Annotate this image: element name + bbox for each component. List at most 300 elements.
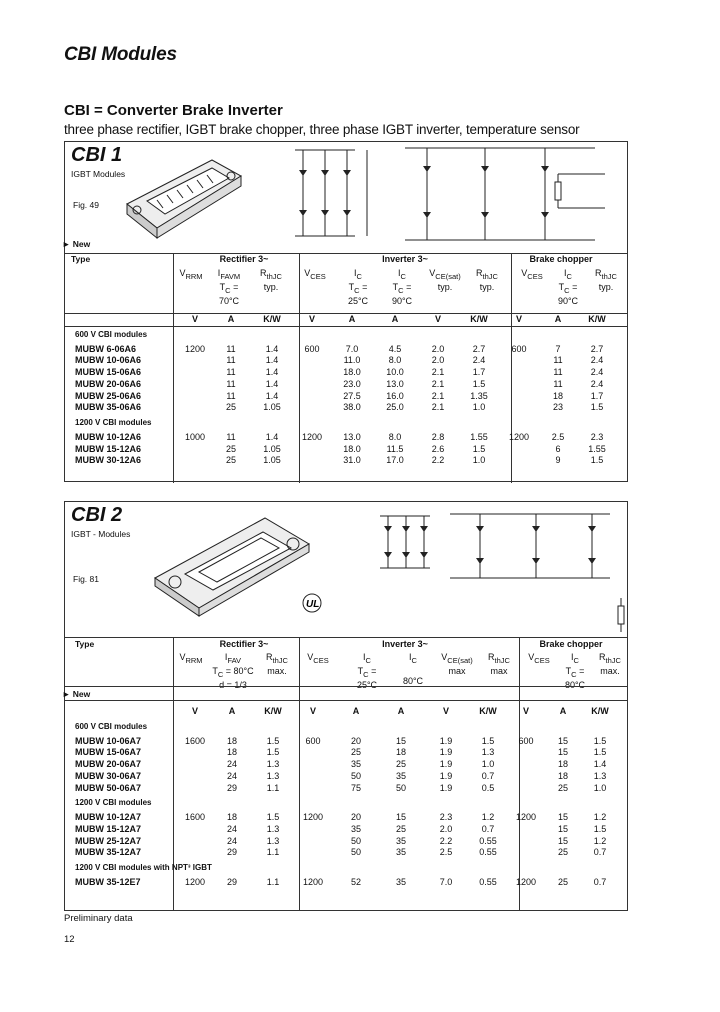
- value-cell: 15: [557, 747, 568, 758]
- value-cell: 38.0: [343, 402, 361, 413]
- value-cell: [499, 355, 539, 367]
- value-cell: 1.05: [263, 443, 281, 454]
- unit-cell: V: [515, 314, 522, 324]
- value-cell: 75: [350, 782, 361, 793]
- unit-cell: K/W: [588, 314, 606, 324]
- value-cell: 1.5: [593, 735, 607, 746]
- value-cell: 35: [350, 823, 361, 834]
- value-cell: 1.4: [265, 355, 279, 366]
- value-cell: [179, 455, 211, 467]
- table-row: [65, 747, 619, 759]
- value-cell: 1.05: [263, 402, 281, 413]
- value-cell: 1.0: [472, 402, 486, 413]
- value-cell: [293, 836, 333, 848]
- section-row: [65, 326, 617, 344]
- value-cell: [507, 836, 545, 848]
- value-cell: 35: [350, 759, 361, 770]
- value-cell: [499, 455, 539, 467]
- unit-cell: V: [522, 706, 529, 716]
- value-cell: 27.5: [343, 390, 361, 401]
- cbi1-module-photo: [117, 146, 247, 241]
- value-cell: 25: [557, 847, 568, 858]
- value-cell: 0.55: [479, 835, 497, 846]
- section-label: 1200 V CBI modules: [75, 798, 152, 808]
- value-cell: 25: [557, 782, 568, 793]
- value-cell: 1000: [184, 431, 206, 442]
- value-cell: 1.1: [266, 847, 280, 858]
- value-cell: 10.0: [386, 367, 404, 378]
- value-cell: 0.55: [479, 877, 497, 888]
- value-cell: [507, 847, 545, 859]
- value-cell: [179, 824, 211, 836]
- unit-cell: K/W: [470, 314, 488, 324]
- cbi2-h-vcesat: $V_{CE(sat)}$ max: [441, 652, 473, 676]
- cbi2-h-ic-brake: $I_C$ $T_C$ = 80°C: [564, 652, 586, 690]
- section-label: 1200 V CBI modules with NPT³ IGBT: [75, 863, 212, 873]
- value-cell: [499, 379, 539, 391]
- page-number: 12: [64, 934, 75, 945]
- value-cell: 1.9: [439, 759, 453, 770]
- value-cell: 1.5: [472, 443, 486, 454]
- unit-cell: V: [308, 314, 315, 324]
- value-cell: 1200: [515, 877, 537, 888]
- cbi2-h-rthjc: $R_{thJC}$ max.: [266, 652, 288, 676]
- unit-cell: V: [191, 314, 198, 324]
- value-cell: 35: [395, 835, 406, 846]
- cbi2-circuit-diagram: [370, 506, 625, 636]
- value-cell: 2.4: [590, 378, 604, 389]
- value-cell: 1.0: [481, 759, 495, 770]
- value-cell: 1.3: [266, 835, 280, 846]
- value-cell: 18: [226, 747, 237, 758]
- cbi1-type-label: Type: [71, 254, 91, 264]
- table-row: [65, 783, 619, 795]
- unit-cell: V: [434, 314, 441, 324]
- value-cell: 2.6: [431, 443, 445, 454]
- value-cell: 18.0: [343, 367, 361, 378]
- value-cell: 1.5: [593, 747, 607, 758]
- value-cell: [293, 771, 333, 783]
- value-cell: [179, 355, 211, 367]
- value-cell: 2.5: [439, 847, 453, 858]
- subheading: CBI = Converter Brake Inverter: [64, 102, 283, 119]
- value-cell: [293, 783, 333, 795]
- cbi2-h-rthjc3: $R_{thJC}$ max.: [599, 652, 621, 676]
- units-row: [65, 314, 617, 326]
- value-cell: 1.0: [593, 782, 607, 793]
- value-cell: 1.9: [439, 747, 453, 758]
- unit-cell: A: [397, 706, 405, 716]
- value-cell: 1200: [302, 877, 324, 888]
- value-cell: 0.7: [481, 770, 495, 781]
- value-cell: 1.1: [266, 782, 280, 793]
- value-cell: 4.5: [388, 343, 402, 354]
- cbi2-h-rthjc2: $R_{thJC}$ max: [488, 652, 510, 676]
- cbi1-h-rthjc: $R_{thJC}$ typ.: [260, 268, 282, 292]
- value-cell: 1.5: [266, 735, 280, 746]
- unit-cell: A: [228, 706, 236, 716]
- value-cell: 11: [226, 378, 236, 389]
- section-row: [65, 794, 619, 812]
- cbi1-panel: [64, 141, 628, 482]
- value-cell: 25: [350, 747, 361, 758]
- table-row: [65, 444, 617, 456]
- value-cell: 20: [350, 735, 361, 746]
- unit-cell: A: [352, 706, 360, 716]
- value-cell: 52: [350, 877, 361, 888]
- value-cell: 2.0: [431, 343, 445, 354]
- type-cell: MUBW 50-06A7: [75, 782, 142, 793]
- value-cell: 11: [226, 343, 236, 354]
- value-cell: 11: [553, 378, 563, 389]
- cbi1-h-rthjc3: $R_{thJC}$ typ.: [595, 268, 617, 292]
- section-label: 600 V CBI modules: [75, 721, 148, 731]
- cbi1-h-vcesat: $V_{CE(sat)}$ typ.: [429, 268, 461, 292]
- type-cell: MUBW 10-06A6: [75, 355, 142, 366]
- value-cell: 2.4: [590, 355, 604, 366]
- value-cell: 15: [557, 735, 568, 746]
- cbi2-h-vces2: $V_{CES}$: [528, 652, 550, 665]
- value-cell: 1.9: [439, 782, 453, 793]
- value-cell: 31.0: [343, 455, 361, 466]
- value-cell: [179, 747, 211, 759]
- value-cell: 24: [226, 835, 237, 846]
- value-cell: 8.0: [388, 355, 402, 366]
- table-row: [65, 355, 617, 367]
- cbi1-module-label: IGBT Modules: [71, 169, 126, 179]
- cbi1-brake-header: Brake chopper: [529, 254, 593, 264]
- value-cell: 11: [226, 390, 236, 401]
- value-cell: 29: [226, 877, 237, 888]
- cbi1-h-vrrm: $V_{RRM}$: [179, 268, 203, 281]
- value-cell: [179, 402, 211, 414]
- value-cell: 1.4: [265, 378, 279, 389]
- type-cell: MUBW 25-12A7: [75, 835, 142, 846]
- value-cell: 1600: [184, 812, 206, 823]
- value-cell: 1.9: [439, 770, 453, 781]
- type-cell: MUBW 15-12A7: [75, 823, 142, 834]
- value-cell: 7.0: [345, 343, 359, 354]
- table-row: [65, 824, 619, 836]
- value-cell: 1.5: [472, 378, 486, 389]
- cbi1-rectifier-header: Rectifier 3~: [219, 254, 269, 264]
- value-cell: 1.55: [470, 431, 488, 442]
- value-cell: 25.0: [386, 402, 404, 413]
- value-cell: 600: [304, 343, 320, 354]
- unit-cell: A: [554, 314, 562, 324]
- value-cell: 35: [395, 770, 406, 781]
- value-cell: 8.0: [388, 431, 402, 442]
- cbi2-panel: [64, 501, 628, 911]
- value-cell: 1.5: [590, 402, 604, 413]
- value-cell: [293, 355, 331, 367]
- value-cell: [179, 379, 211, 391]
- section-label: 1200 V CBI modules: [75, 418, 152, 428]
- value-cell: [179, 847, 211, 859]
- value-cell: 13.0: [343, 431, 361, 442]
- unit-cell: A: [559, 706, 567, 716]
- value-cell: [499, 391, 539, 403]
- unit-cell: V: [191, 706, 198, 716]
- value-cell: 9: [555, 455, 561, 466]
- value-cell: [499, 444, 539, 456]
- value-cell: 1200: [184, 343, 206, 354]
- cbi1-circuit-diagram: [255, 144, 625, 244]
- unit-cell: A: [227, 314, 235, 324]
- value-cell: 1.0: [472, 455, 486, 466]
- value-cell: 2.0: [431, 355, 445, 366]
- value-cell: 20: [350, 812, 361, 823]
- value-cell: 1.3: [266, 823, 280, 834]
- value-cell: [507, 824, 545, 836]
- value-cell: 1.4: [265, 390, 279, 401]
- cbi2-h-vces: $V_{CES}$: [307, 652, 329, 665]
- cbi1-h-ic25: $I_C$ $T_C$ = 25°C: [347, 268, 369, 306]
- value-cell: 2.1: [431, 390, 445, 401]
- value-cell: 23: [552, 402, 563, 413]
- type-cell: MUBW 20-06A6: [75, 378, 142, 389]
- value-cell: [179, 771, 211, 783]
- cbi1-h-ic90: $I_C$ $T_C$ = 90°C: [391, 268, 413, 306]
- description: three phase rectifier, IGBT brake chopper, three phase IGBT inverter, temperature sensor: [64, 122, 580, 137]
- value-cell: 2.0: [439, 823, 453, 834]
- value-cell: 1200: [515, 812, 537, 823]
- value-cell: 24: [226, 770, 237, 781]
- value-cell: [179, 759, 211, 771]
- table-row: [65, 379, 617, 391]
- value-cell: 50: [395, 782, 406, 793]
- value-cell: 2.4: [472, 355, 486, 366]
- value-cell: 23.0: [343, 378, 361, 389]
- type-cell: MUBW 30-12A6: [75, 455, 142, 466]
- units-row: [65, 706, 619, 718]
- value-cell: 1.5: [266, 747, 280, 758]
- cbi1-fig: Fig. 49: [73, 200, 99, 210]
- value-cell: [293, 759, 333, 771]
- cbi1-h-vces: $V_{CES}$: [304, 268, 326, 281]
- value-cell: 25: [225, 402, 236, 413]
- value-cell: 11: [226, 355, 236, 366]
- value-cell: 15: [557, 835, 568, 846]
- cbi2-module-photo: [145, 508, 315, 618]
- cbi1-h-rthjc2: $R_{thJC}$ typ.: [476, 268, 498, 292]
- table-row: [65, 847, 619, 859]
- cbi1-h-ic-brake: $I_C$ $T_C$ = 90°C: [557, 268, 579, 306]
- value-cell: [179, 391, 211, 403]
- value-cell: 1.4: [265, 343, 279, 354]
- value-cell: [179, 367, 211, 379]
- value-cell: 1.2: [481, 812, 495, 823]
- value-cell: 2.1: [431, 367, 445, 378]
- value-cell: 18: [395, 747, 406, 758]
- value-cell: 11: [553, 355, 563, 366]
- table-row: [65, 367, 617, 379]
- type-cell: MUBW 15-12A6: [75, 443, 142, 454]
- value-cell: [507, 771, 545, 783]
- value-cell: [499, 402, 539, 414]
- value-cell: [293, 444, 331, 456]
- value-cell: 24: [226, 823, 237, 834]
- unit-cell: V: [442, 706, 449, 716]
- value-cell: 13.0: [386, 378, 404, 389]
- value-cell: 18: [226, 812, 237, 823]
- value-cell: 1.4: [265, 431, 279, 442]
- value-cell: 1.4: [593, 759, 607, 770]
- value-cell: [179, 444, 211, 456]
- value-cell: 11: [226, 367, 236, 378]
- table-row: [65, 836, 619, 848]
- value-cell: 1.5: [593, 823, 607, 834]
- value-cell: 1.4: [265, 367, 279, 378]
- value-cell: 25: [225, 443, 236, 454]
- value-cell: [293, 367, 331, 379]
- value-cell: 2.4: [590, 367, 604, 378]
- unit-cell: K/W: [591, 706, 609, 716]
- value-cell: 1.1: [266, 877, 280, 888]
- cbi1-name: CBI 1: [71, 144, 123, 166]
- value-cell: 18: [552, 390, 563, 401]
- type-cell: MUBW 35-12E7: [75, 877, 141, 888]
- value-cell: 0.7: [593, 847, 607, 858]
- value-cell: [507, 747, 545, 759]
- value-cell: 2.7: [590, 343, 604, 354]
- section-label: 600 V CBI modules: [75, 329, 148, 339]
- cbi1-inverter-header: Inverter 3~: [382, 254, 428, 264]
- cbi2-table: [65, 706, 619, 889]
- value-cell: 2.8: [431, 431, 445, 442]
- value-cell: 0.7: [481, 823, 495, 834]
- value-cell: 50: [350, 847, 361, 858]
- value-cell: 1.3: [593, 770, 607, 781]
- cbi2-rectifier-header: Rectifier 3~: [219, 639, 269, 649]
- type-cell: MUBW 10-12A6: [75, 431, 142, 442]
- value-cell: [179, 836, 211, 848]
- cbi2-inverter-header: Inverter 3~: [382, 639, 428, 649]
- value-cell: [293, 455, 331, 467]
- value-cell: 1.35: [470, 390, 488, 401]
- value-cell: 25: [395, 759, 406, 770]
- value-cell: 1.2: [593, 835, 607, 846]
- type-cell: MUBW 35-06A6: [75, 402, 142, 413]
- value-cell: 0.5: [481, 782, 495, 793]
- value-cell: 2.5: [551, 431, 565, 442]
- value-cell: 1.5: [266, 812, 280, 823]
- value-cell: [293, 847, 333, 859]
- value-cell: 2.1: [431, 402, 445, 413]
- cbi2-module-label: IGBT - Modules: [71, 529, 131, 539]
- type-cell: MUBW 15-06A6: [75, 367, 142, 378]
- type-cell: MUBW 25-06A6: [75, 390, 142, 401]
- cbi2-h-vrrm: $V_{RRM}$: [179, 652, 203, 665]
- value-cell: 16.0: [386, 390, 404, 401]
- value-cell: 2.7: [472, 343, 486, 354]
- value-cell: 29: [226, 847, 237, 858]
- value-cell: 1200: [184, 877, 206, 888]
- section-row: [65, 859, 619, 877]
- cbi1-h-vces2: $V_{CES}$: [521, 268, 543, 281]
- value-cell: 2.3: [439, 812, 453, 823]
- value-cell: 35: [395, 847, 406, 858]
- value-cell: 1.55: [588, 443, 606, 454]
- table-row: [65, 759, 619, 771]
- value-cell: 1200: [301, 431, 323, 442]
- value-cell: 11: [226, 431, 236, 442]
- type-cell: MUBW 30-06A7: [75, 770, 142, 781]
- value-cell: 2.2: [439, 835, 453, 846]
- value-cell: 2.3: [590, 431, 604, 442]
- value-cell: 24: [226, 759, 237, 770]
- value-cell: 1200: [508, 431, 530, 442]
- value-cell: 1200: [302, 812, 324, 823]
- value-cell: 2.2: [431, 455, 445, 466]
- value-cell: 1.05: [263, 455, 281, 466]
- table-row: [65, 771, 619, 783]
- value-cell: 18: [557, 770, 568, 781]
- cbi2-fig: Fig. 81: [73, 574, 99, 584]
- value-cell: [507, 759, 545, 771]
- value-cell: [293, 747, 333, 759]
- value-cell: 7: [555, 343, 561, 354]
- value-cell: 1.3: [481, 747, 495, 758]
- value-cell: 2.1: [431, 378, 445, 389]
- unit-cell: K/W: [264, 706, 282, 716]
- cbi2-ul-logo: [297, 592, 327, 614]
- svg-text:UL: UL: [306, 599, 320, 610]
- cbi2-new-label: ► New: [62, 689, 91, 699]
- value-cell: 600: [305, 735, 321, 746]
- cbi1-h-ifavm: $I_{FAVM}$ $T_C$ = 70°C: [217, 268, 241, 306]
- type-cell: MUBW 15-06A7: [75, 747, 142, 758]
- value-cell: 600: [518, 735, 534, 746]
- value-cell: [293, 379, 331, 391]
- value-cell: 11.5: [386, 443, 404, 454]
- type-cell: MUBW 6-06A6: [75, 343, 137, 354]
- value-cell: [507, 783, 545, 795]
- value-cell: 7.0: [439, 877, 453, 888]
- table-row: [65, 402, 617, 414]
- value-cell: 1.7: [472, 367, 486, 378]
- table-row: [65, 812, 619, 824]
- value-cell: [293, 391, 331, 403]
- table-row: [65, 877, 619, 889]
- cbi1-new-label: ► New: [62, 239, 91, 249]
- unit-cell: A: [348, 314, 356, 324]
- value-cell: 1.3: [266, 770, 280, 781]
- value-cell: 11: [553, 367, 563, 378]
- value-cell: 6: [555, 443, 561, 454]
- value-cell: 1.3: [266, 759, 280, 770]
- value-cell: 1.7: [590, 390, 604, 401]
- value-cell: [499, 367, 539, 379]
- cbi2-h-ifav: $I_{FAV}$ $T_C = 80^\circ C$ d = 1/3: [212, 652, 254, 690]
- cbi2-name: CBI 2: [71, 504, 123, 526]
- table-row: [65, 344, 617, 356]
- value-cell: 29: [226, 782, 237, 793]
- value-cell: 50: [350, 835, 361, 846]
- table-row: [65, 736, 619, 748]
- value-cell: 25: [395, 823, 406, 834]
- type-cell: MUBW 10-06A7: [75, 735, 142, 746]
- value-cell: 35: [395, 877, 406, 888]
- value-cell: 15: [395, 735, 406, 746]
- unit-cell: A: [391, 314, 399, 324]
- table-row: [65, 432, 617, 444]
- section-row: [65, 718, 619, 736]
- cbi2-brake-header: Brake chopper: [539, 639, 603, 649]
- value-cell: 1.5: [481, 735, 495, 746]
- type-cell: MUBW 10-12A7: [75, 812, 142, 823]
- cbi2-h-ic80: $I_C$ 80°C: [402, 652, 424, 686]
